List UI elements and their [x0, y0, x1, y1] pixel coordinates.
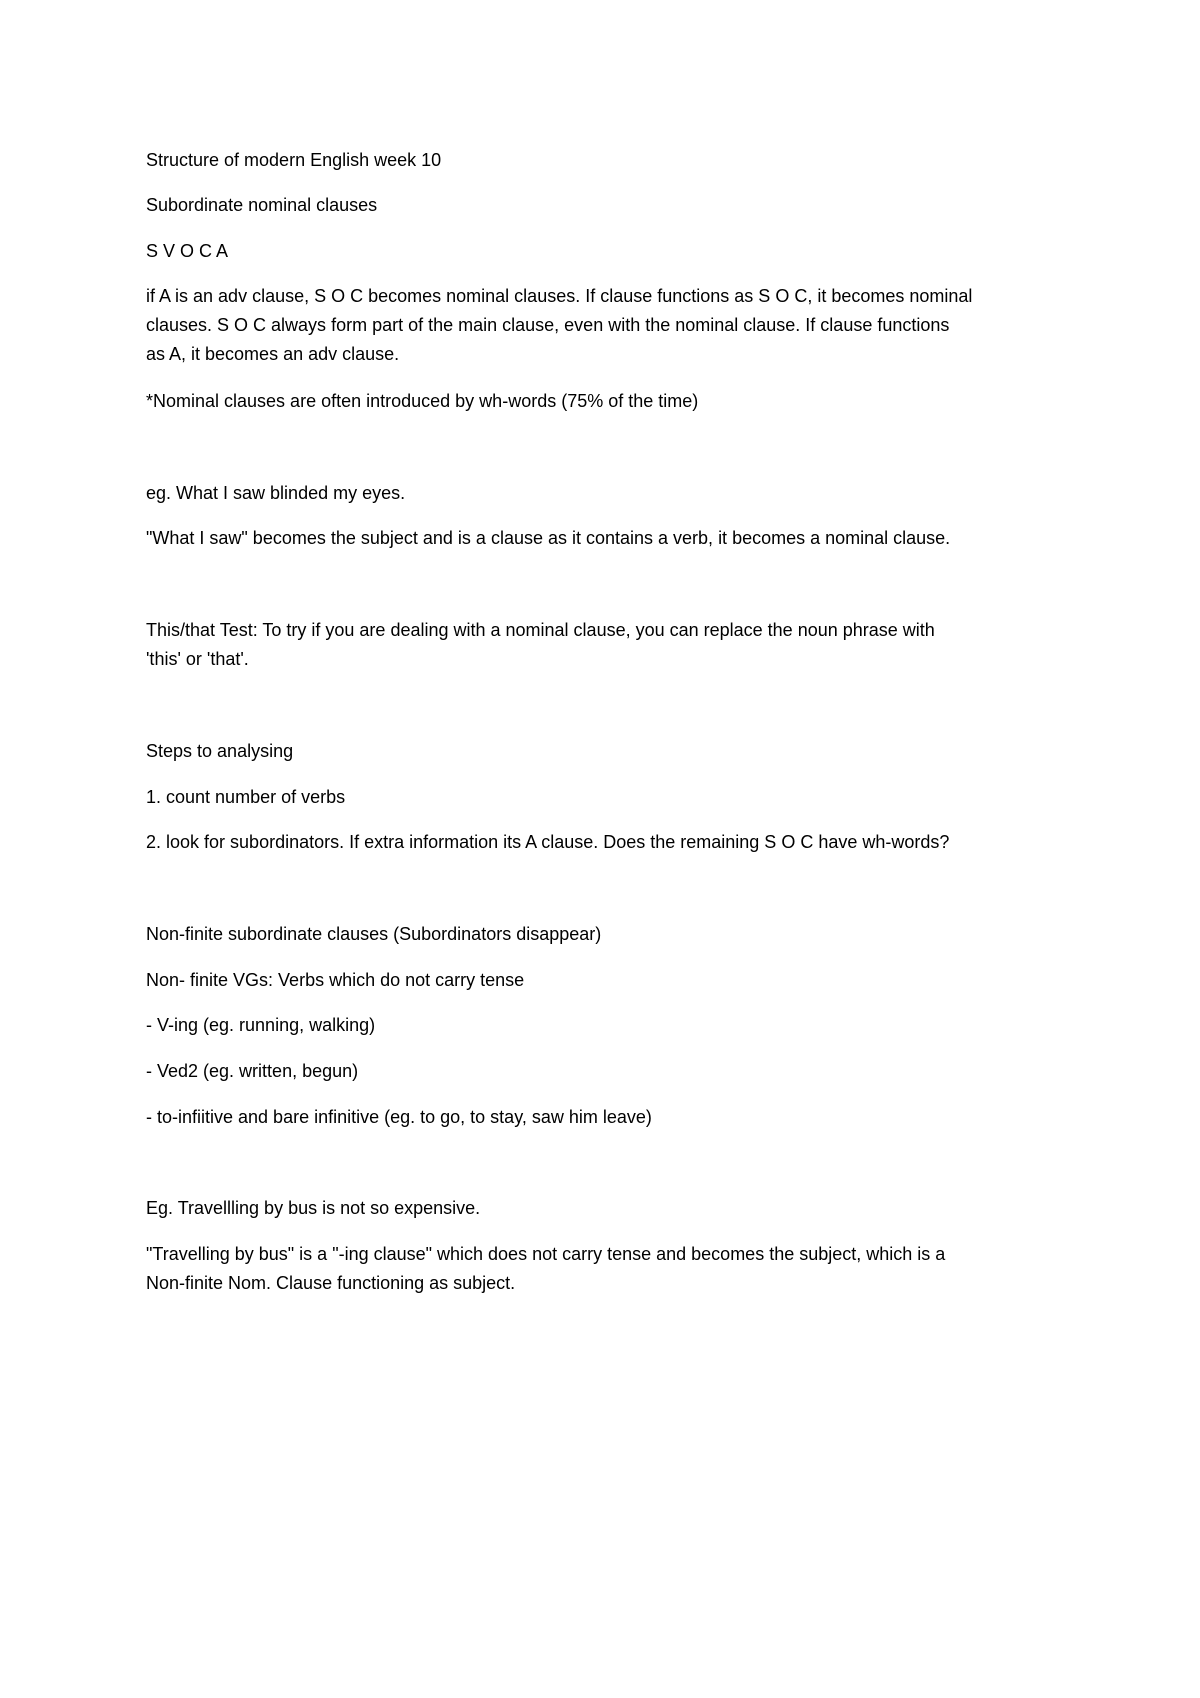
bullet-ved2: - Ved2 (eg. written, begun): [146, 1061, 359, 1081]
paragraph-1-line-2: clauses. S O C always form part of the main clause, even with the nominal clause. If clause functions: [146, 315, 950, 335]
example-2: Eg. Travellling by bus is not so expensive.: [146, 1198, 481, 1218]
step-2: 2. look for subordinators. If extra information its A clause. Does the remaining S O C have wh-words?: [146, 832, 950, 852]
steps-heading: Steps to analysing: [146, 741, 294, 761]
nonfinite-heading: Non-finite subordinate clauses (Subordinators disappear): [146, 924, 602, 944]
svoca-line: S V O C A: [146, 241, 229, 261]
example-2-explanation-line-1: "Travelling by bus" is a "-ing clause" which does not carry tense and becomes the subject, which is a: [146, 1244, 946, 1264]
step-1: 1. count number of verbs: [146, 787, 346, 807]
paragraph-1-line-3: as A, it becomes an adv clause.: [146, 344, 400, 364]
this-that-test-line-1: This/that Test: To try if you are dealing with a nominal clause, you can replace the noun phrase with: [146, 620, 935, 640]
this-that-test-line-2: 'this' or 'that'.: [146, 649, 249, 669]
bullet-v-ing: - V-ing (eg. running, walking): [146, 1015, 376, 1035]
example-2-explanation-line-2: Non-finite Nom. Clause functioning as subject.: [146, 1273, 516, 1293]
paragraph-1-line-1: if A is an adv clause, S O C becomes nominal clauses. If clause functions as S O C, it becomes nominal: [146, 286, 973, 306]
document-title: Structure of modern English week 10: [146, 150, 442, 170]
document-subtitle: Subordinate nominal clauses: [146, 195, 378, 215]
example-1: eg. What I saw blinded my eyes.: [146, 483, 406, 503]
nonfinite-vgs: Non- finite VGs: Verbs which do not carry tense: [146, 970, 525, 990]
example-1-explanation: "What I saw" becomes the subject and is a clause as it contains a verb, it becomes a nominal clause.: [146, 528, 951, 548]
wh-words-note: *Nominal clauses are often introduced by wh-words (75% of the time): [146, 391, 699, 411]
bullet-infinitive: - to-infiitive and bare infinitive (eg. to go, to stay, saw him leave): [146, 1107, 652, 1127]
